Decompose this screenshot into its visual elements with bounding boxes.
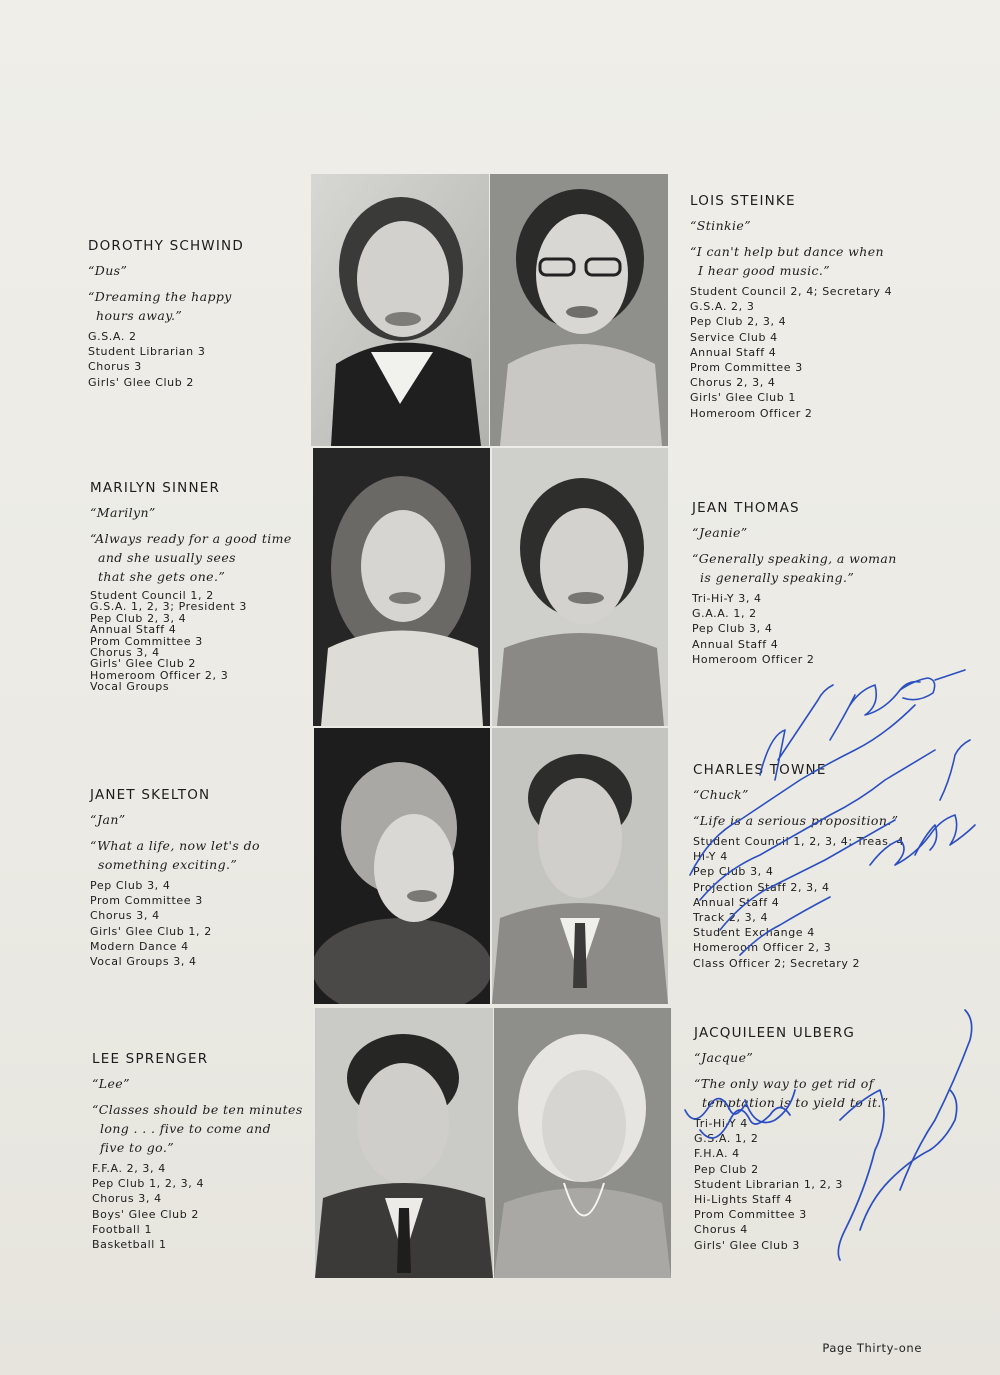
student-name: LEE SPRENGER <box>92 1051 209 1067</box>
student-entry <box>690 193 892 421</box>
quote-line: “Dreaming the happy <box>88 289 232 304</box>
student-quote <box>692 549 897 587</box>
student-name: LOIS STEINKE <box>690 193 796 209</box>
activity-item: G.S.A. 2 <box>88 330 137 343</box>
portrait-jacquileen-ulberg <box>494 1008 671 1278</box>
quote-line: that she gets one.” <box>98 569 226 584</box>
activity-list <box>88 329 244 390</box>
student-quote <box>90 529 292 586</box>
activity-item: G.S.A. 2, 3 <box>690 300 755 314</box>
student-quote <box>92 1100 303 1157</box>
activity-item: Student Council 2, 4; Secretary 4 <box>690 285 893 298</box>
student-name: JEAN THOMAS <box>692 500 800 516</box>
page-number: Page Thirty-one <box>822 1341 922 1355</box>
activity-item: Annual Staff 4 <box>90 623 177 637</box>
quote-line: something exciting.” <box>98 857 238 872</box>
student-name: JANET SKELTON <box>90 787 211 803</box>
activity-item: Pep Club 2, 3, 4 <box>90 611 187 625</box>
portrait-marilyn-sinner <box>313 448 490 726</box>
activity-item: Student Librarian 3 <box>88 345 206 359</box>
activity-item: Basketball 1 <box>92 1238 167 1252</box>
activity-item: Homeroom Officer 2, 3 <box>693 941 832 955</box>
portrait-lois-steinke <box>490 174 668 446</box>
activity-item: Chorus 3, 4 <box>90 909 160 923</box>
activity-item: Projection Staff 2, 3, 4 <box>693 880 830 894</box>
student-quote <box>694 1074 889 1112</box>
student-nickname: “Chuck” <box>693 787 749 802</box>
activity-item: Boys' Glee Club 2 <box>92 1207 200 1221</box>
activity-item: Pep Club 2 <box>694 1162 759 1176</box>
activity-item: Chorus 3, 4 <box>92 1192 162 1206</box>
student-entry <box>694 1025 889 1253</box>
activity-item: Pep Club 2, 3, 4 <box>690 315 787 329</box>
quote-line: “Always ready for a good time <box>90 531 292 546</box>
student-name: DOROTHY SCHWIND <box>88 238 244 254</box>
activity-item: G.A.A. 1, 2 <box>692 607 757 621</box>
activity-item: Tri-Hi-Y 4 <box>694 1117 748 1130</box>
activity-item: Girls' Glee Club 2 <box>90 657 197 671</box>
activity-list <box>693 834 904 971</box>
activity-item: Girls' Glee Club 3 <box>694 1238 801 1252</box>
student-name: MARILYN SINNER <box>90 480 221 496</box>
activity-item: Student Council 1, 2 <box>90 589 214 602</box>
quote-line: hours away.” <box>96 308 183 323</box>
activity-item: Service Club 4 <box>690 330 778 344</box>
quote-line: I hear good music.” <box>698 263 831 278</box>
activity-item: Class Officer 2; Secretary 2 <box>693 956 861 970</box>
activity-item: Track 2, 3, 4 <box>693 911 769 925</box>
activity-item: Football 1 <box>92 1222 153 1236</box>
activity-item: G.S.A. 1, 2 <box>694 1132 759 1146</box>
portrait-janet-skelton <box>314 728 490 1004</box>
activity-item: Chorus 4 <box>694 1223 748 1237</box>
quote-line: is generally speaking.” <box>700 570 855 585</box>
activity-item: Homeroom Officer 2 <box>692 652 815 666</box>
student-entry <box>90 787 260 969</box>
student-entry <box>90 480 292 693</box>
portrait-jean-thomas <box>492 448 668 726</box>
activity-item: Chorus 2, 3, 4 <box>690 376 776 390</box>
activity-item: Student Librarian 1, 2, 3 <box>694 1177 843 1191</box>
student-entry <box>693 762 904 971</box>
quote-line: “Life is a serious proposition.” <box>693 813 899 828</box>
activity-list <box>90 590 292 693</box>
portrait-lee-sprenger <box>315 1008 493 1278</box>
quote-line: “The only way to get rid of <box>694 1076 874 1091</box>
activity-item: Prom Committee 3 <box>90 894 203 908</box>
student-quote <box>693 811 904 830</box>
activity-item: Girls' Glee Club 2 <box>88 375 195 389</box>
student-name: JACQUILEEN ULBERG <box>694 1025 856 1041</box>
quote-line: “Generally speaking, a woman <box>692 551 897 566</box>
student-nickname: “Jeanie” <box>692 525 748 540</box>
activity-item: Homeroom Officer 2 <box>690 406 813 420</box>
student-entry <box>92 1051 303 1252</box>
student-nickname: “Dus” <box>88 263 128 278</box>
quote-line: and she usually sees <box>98 550 236 565</box>
activity-item: G.S.A. 1, 2, 3; President 3 <box>90 600 248 614</box>
quote-line: “Classes should be ten minutes <box>92 1102 303 1117</box>
quote-line: temptation is to yield to it.” <box>702 1095 889 1110</box>
activity-item: Pep Club 3, 4 <box>90 879 171 892</box>
student-name: CHARLES TOWNE <box>693 762 827 778</box>
portrait-dorothy-schwind <box>311 174 489 446</box>
student-quote <box>690 242 892 280</box>
activity-item: Tri-Hi-Y 3, 4 <box>692 592 762 605</box>
activity-item: Chorus 3 <box>88 360 142 374</box>
activity-item: Prom Committee 3 <box>694 1208 807 1222</box>
student-quote <box>90 836 260 874</box>
student-entry <box>692 500 897 667</box>
quote-line: five to go.” <box>100 1140 175 1155</box>
activity-item: Hi-Y 4 <box>693 850 728 864</box>
activity-item: Prom Committee 3 <box>90 634 203 648</box>
activity-item: Girls' Glee Club 1 <box>690 391 797 405</box>
student-nickname: “Jan” <box>90 812 126 827</box>
activity-item: Pep Club 1, 2, 3, 4 <box>92 1177 205 1191</box>
activity-item: Pep Club 3, 4 <box>692 622 773 636</box>
activity-list <box>692 591 897 667</box>
student-quote <box>88 287 244 325</box>
activity-list <box>90 878 260 969</box>
activity-item: F.F.A. 2, 3, 4 <box>92 1162 166 1175</box>
student-nickname: “Lee” <box>92 1076 130 1091</box>
student-nickname: “Marilyn” <box>90 505 156 520</box>
quote-line: “What a life, now let's do <box>90 838 260 853</box>
activity-list <box>690 284 892 421</box>
activity-item: Pep Club 3, 4 <box>693 865 774 879</box>
activity-item: Annual Staff 4 <box>693 895 780 909</box>
activity-item: Homeroom Officer 2, 3 <box>90 668 229 682</box>
activity-item: Student Council 1, 2, 3, 4; Treas. 4 <box>693 835 905 848</box>
activity-item: Vocal Groups 3, 4 <box>90 955 197 969</box>
activity-item: Vocal Groups <box>90 680 170 694</box>
student-nickname: “Stinkie” <box>690 218 751 233</box>
activity-item: Chorus 3, 4 <box>90 646 160 660</box>
activity-item: Annual Staff 4 <box>690 345 777 359</box>
activity-item: F.H.A. 4 <box>694 1147 740 1161</box>
quote-line: long . . . five to come and <box>100 1121 272 1136</box>
activity-item: Hi-Lights Staff 4 <box>694 1193 793 1207</box>
activity-item: Student Exchange 4 <box>693 926 815 940</box>
activity-list <box>694 1116 889 1253</box>
portrait-charles-towne <box>492 728 668 1004</box>
activity-list <box>92 1161 303 1252</box>
activity-item: Modern Dance 4 <box>90 939 189 953</box>
activity-item: Girls' Glee Club 1, 2 <box>90 924 212 938</box>
student-nickname: “Jacque” <box>694 1050 754 1065</box>
student-entry <box>88 238 244 390</box>
quote-line: “I can't help but dance when <box>690 244 884 259</box>
activity-item: Prom Committee 3 <box>690 361 803 375</box>
activity-item: Annual Staff 4 <box>692 637 779 651</box>
